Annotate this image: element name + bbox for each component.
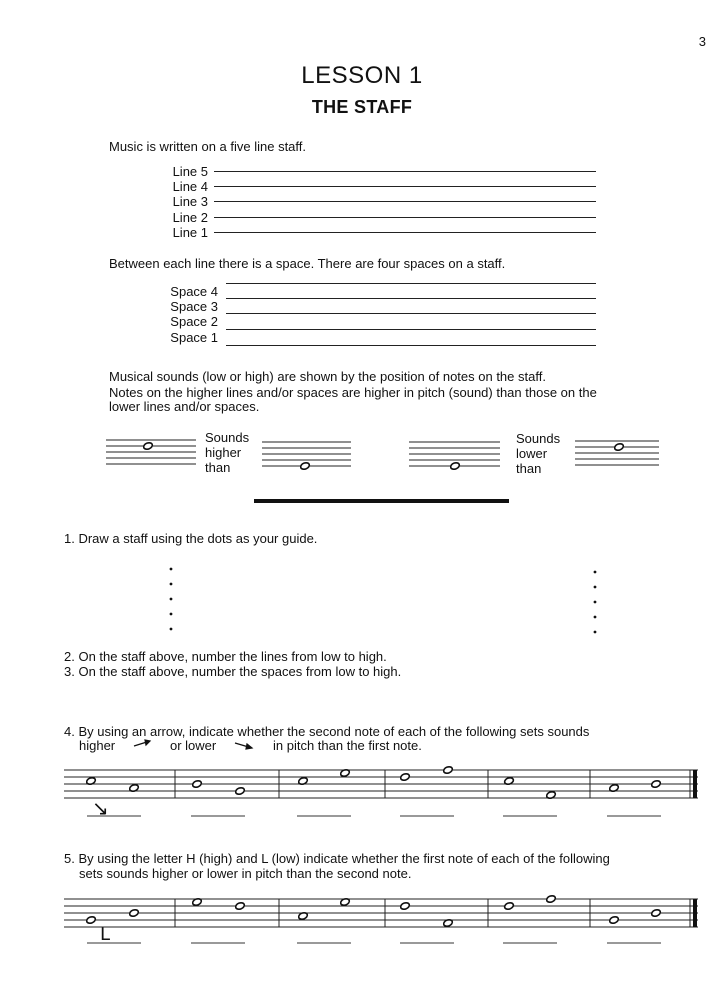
line-label-4: Line 4	[172, 179, 208, 194]
higher-word-2: higher	[205, 445, 242, 460]
note-lower-1	[300, 462, 311, 471]
higher-word-3: than	[205, 460, 231, 475]
page-number: 3	[698, 34, 706, 49]
note-higher-1	[143, 442, 154, 451]
space-label-2: Space 2	[170, 314, 218, 329]
five-line-text: Music is written on a five line staff.	[109, 139, 307, 154]
exercise-5-staff	[64, 899, 698, 927]
exercise-5-text-2: sets sounds higher or lower in pitch than the second note.	[79, 866, 412, 881]
exercise-4-end: in pitch than the first note.	[273, 738, 422, 753]
exercise-4-example-answer: ↘	[92, 796, 109, 820]
exercise-3-text: 3. On the staff above, number the spaces from low to high.	[64, 664, 402, 679]
exercise-5-notes	[86, 895, 662, 928]
space-label-4: Space 4	[170, 284, 218, 299]
space-label-1: Space 1	[170, 330, 218, 345]
exercise-4-staff	[64, 770, 698, 798]
exercise-5-final-bar	[693, 899, 697, 927]
lower-word-2: lower	[516, 446, 548, 461]
section-divider	[254, 499, 509, 503]
lower-word-1: Sounds	[516, 431, 561, 446]
guide-dots	[170, 568, 597, 634]
note-higher-2	[614, 443, 625, 452]
line-label-2: Line 2	[172, 210, 208, 225]
exercise-4-lower: or lower	[170, 738, 217, 753]
space-label-3: Space 3	[170, 299, 218, 314]
exercise-5-example-answer: L	[100, 924, 111, 945]
exercise-5-text-1: 5. By using the letter H (high) and L (low) indicate whether the first note of each of the following	[64, 851, 610, 866]
exercise-4-notes	[86, 766, 662, 800]
higher-word-1: Sounds	[205, 430, 250, 445]
exercise-4-final-bar	[693, 770, 697, 798]
line-label-3: Line 3	[172, 194, 208, 209]
lesson-title: LESSON 1	[301, 62, 423, 89]
spaces-text: Between each line there is a space. There are four spaces on a staff.	[109, 256, 506, 271]
line-label-1: Line 1	[172, 225, 208, 240]
exercise-4-higher: higher	[79, 738, 116, 753]
pitch-text-3: lower lines and/or spaces.	[109, 399, 260, 414]
exercise-4-text: 4. By using an arrow, indicate whether the second note of each of the following sets sounds	[64, 724, 590, 739]
exercise-1-text: 1. Draw a staff using the dots as your guide.	[64, 531, 318, 546]
pitch-text-2: Notes on the higher lines and/or spaces are higher in pitch (sound) than those on the	[109, 385, 597, 400]
note-lower-2	[450, 462, 461, 471]
line-label-5: Line 5	[172, 164, 208, 179]
lesson-subtitle: THE STAFF	[311, 97, 413, 117]
pitch-text-1: Musical sounds (low or high) are shown by the position of notes on the staff.	[109, 369, 546, 384]
lower-word-3: than	[516, 461, 542, 476]
exercise-2-text: 2. On the staff above, number the lines from low to high.	[64, 649, 387, 664]
